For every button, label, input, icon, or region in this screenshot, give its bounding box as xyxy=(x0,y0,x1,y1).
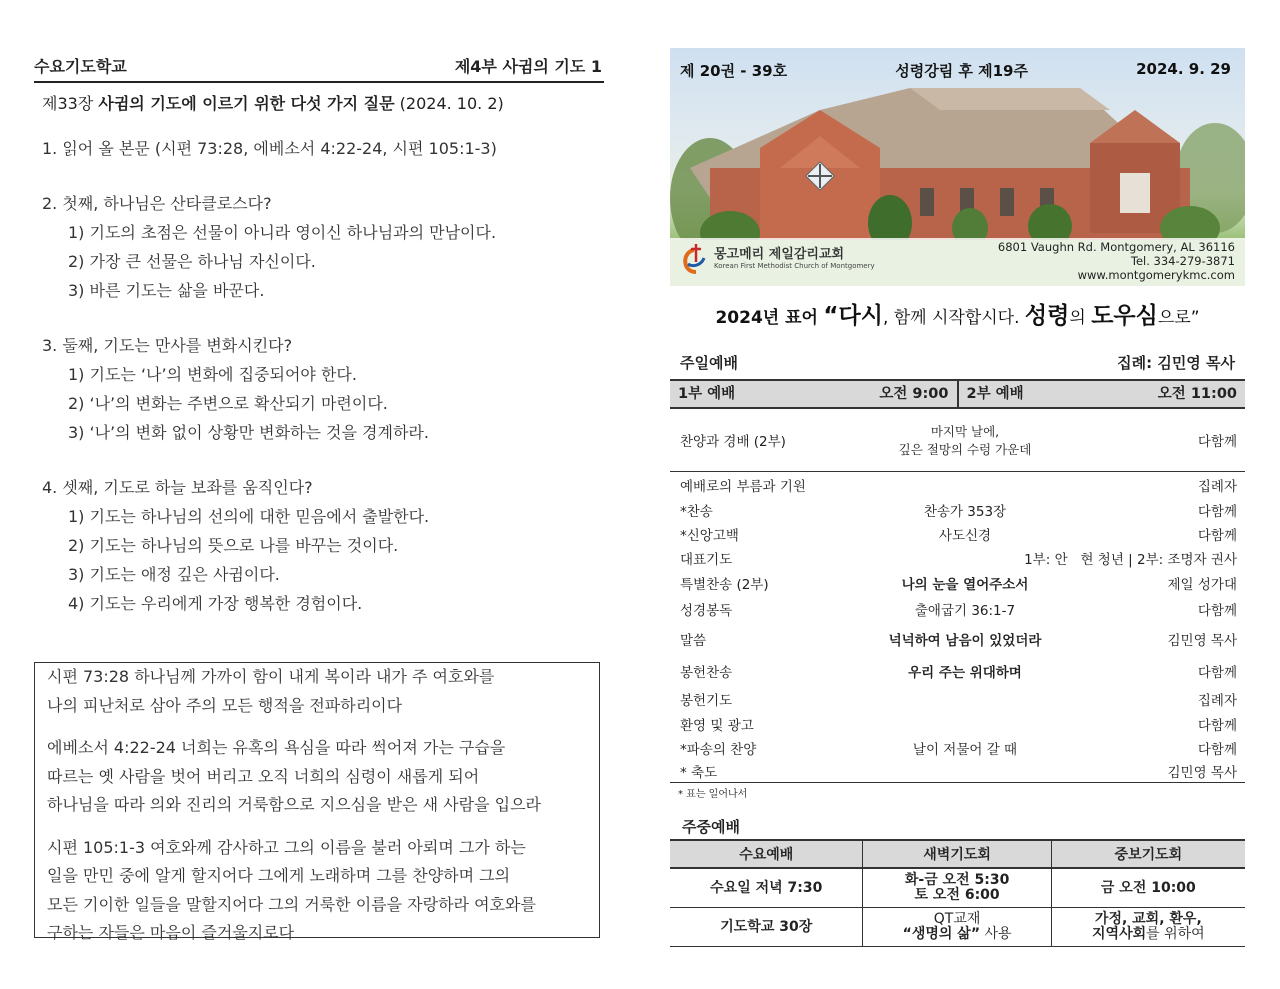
liturgical-week: 성령강림 후 제19주 xyxy=(895,62,1028,80)
section-point: 1) 기도의 초점은 선물이 아니라 영이신 하나님과의 만남이다. xyxy=(68,223,497,242)
outline-section xyxy=(42,134,604,163)
worship-content: 마지막 날에, 깊은 절망의 수렁 가운데 xyxy=(898,424,1032,457)
section-point: 2) 기도는 하나님의 뜻으로 나를 바꾸는 것이다. xyxy=(68,536,399,555)
worship-item: 말씀 xyxy=(680,633,707,649)
worship-row xyxy=(670,596,1245,622)
worship-row xyxy=(670,622,1245,656)
section-point: 2) ‘나’의 변화는 주변으로 확산되기 마련이다. xyxy=(68,394,388,413)
worship-content: 출애굽기 36:1-7 xyxy=(914,603,1016,619)
worship-row xyxy=(670,498,1245,522)
worship-row xyxy=(670,522,1245,546)
section-title: 4. 셋째, 기도로 하늘 보좌를 움직인다? xyxy=(42,478,313,497)
chapter-heading: 사귐의 기도에 이르기 위한 다섯 가지 질문 xyxy=(98,94,395,113)
verse-line: 시편 73:28 하나님께 가까이 함이 내게 복이라 내가 주 여호와를 xyxy=(47,667,495,686)
chapter-date: (2024. 10. 2) xyxy=(399,94,504,113)
worship-leader: 김민영 목사 xyxy=(1167,765,1237,781)
worship-item: 환영 및 광고 xyxy=(680,718,754,734)
chapter-title: 제33장 사귐의 기도에 이르기 위한 다섯 가지 질문 (2024. 10. 2) xyxy=(42,94,504,113)
church-website: www.montgomerykmc.com xyxy=(1077,268,1235,282)
worship-item: 특별찬송 (2부) xyxy=(680,577,769,593)
outline xyxy=(34,134,604,618)
church-banner xyxy=(670,48,1245,286)
section-point: 3) 바른 기도는 삶을 바꾼다. xyxy=(68,281,265,300)
outline-section xyxy=(42,331,604,447)
worship-item: 봉헌찬송 xyxy=(680,665,733,681)
header-part: 제4부 사귐의 기도 1 xyxy=(454,57,602,76)
worship-item: *찬송 xyxy=(680,504,713,520)
standing-note: * 표는 일어나서 xyxy=(678,789,748,800)
worship-leader: 다함께 xyxy=(1197,528,1237,544)
verse-line: 에베소서 4:22-24 너희는 유혹의 욕심을 따라 썩어져 가는 구습을 xyxy=(47,738,506,757)
worship-leader: 다함께 xyxy=(1197,434,1237,450)
church-phone: Tel. 334-279-3871 xyxy=(1130,254,1235,268)
worship-row xyxy=(670,546,1245,570)
verse-line: 시편 105:1-3 여호와께 감사하고 그의 이름을 불러 아뢰며 그가 하는 xyxy=(47,837,526,857)
order-of-worship xyxy=(670,409,1245,783)
worship-row xyxy=(670,409,1245,471)
worship-leader: 다함께 xyxy=(1197,603,1237,619)
verse-line: 구하는 자들은 마음이 즐거울지로다 xyxy=(47,923,295,942)
worship-row xyxy=(670,712,1245,736)
church-name-english: Korean First Methodist Church of Montgomery xyxy=(714,262,875,270)
worship-leader: 집례자 xyxy=(1197,479,1237,495)
worship-row xyxy=(670,570,1245,596)
section-point: 1) 기도는 하나님의 선의에 대한 믿음에서 출발한다. xyxy=(68,507,430,526)
section-point: 4) 기도는 우리에게 가장 행복한 경험이다. xyxy=(68,594,363,613)
table-cell: 수요일 저녁 7:30 xyxy=(670,868,863,908)
worship-item: *파송의 찬양 xyxy=(680,742,757,758)
worship-content: 우리 주는 위대하며 xyxy=(908,665,1022,681)
church-address: 6801 Vaughn Rd. Montgomery, AL 36116 xyxy=(997,240,1235,254)
table-cell: QT교재 “생명의 삶” 사용 xyxy=(863,908,1051,947)
worship-leader: 다함께 xyxy=(1197,504,1237,520)
worship-item: 찬양과 경배 (2부) xyxy=(680,434,786,450)
weekday-heading: 주중예배 xyxy=(682,818,740,836)
section-title: 1. 읽어 올 본문 (시편 73:28, 에베소서 4:22-24, 시편 105:1-3) xyxy=(42,139,497,158)
worship-row xyxy=(670,656,1245,686)
worship-item: 봉헌기도 xyxy=(680,693,733,709)
worship-item: * 축도 xyxy=(680,765,718,781)
worship-item: *신앙고백 xyxy=(680,528,739,544)
table-cell: 화-금 오전 5:30 토 오전 6:00 xyxy=(863,868,1051,908)
worship-row xyxy=(670,686,1245,712)
scripture-box xyxy=(34,662,600,942)
worship-item: 대표기도 xyxy=(680,552,733,568)
worship-row xyxy=(670,736,1245,760)
worship-content: 찬송가 353장 xyxy=(923,504,1007,520)
worship-leader: 다함께 xyxy=(1197,718,1237,734)
worship-row xyxy=(670,471,1245,498)
bulletin-topbar xyxy=(670,48,1245,81)
worship-leader: 다함께 xyxy=(1197,665,1237,681)
verse-line: 따르는 옛 사람을 벗어 버리고 오직 너희의 심령이 새롭게 되어 xyxy=(47,766,480,786)
table-cell: 금 오전 10:00 xyxy=(1051,868,1245,908)
worship-content: 날이 저물어 갈 때 xyxy=(912,742,1018,758)
worship-content: 사도신경 xyxy=(938,528,992,544)
service-times-bar: 1부 예배 오전 9:00 2부 예배 오전 11:00 xyxy=(670,379,1245,409)
worship-item: 성경봉독 xyxy=(680,603,733,619)
header-school: 수요기도학교 xyxy=(34,57,127,76)
left-page xyxy=(34,48,604,618)
col-intercession: 중보기도회 xyxy=(1051,840,1245,868)
church-logo-icon xyxy=(680,242,708,276)
weekday-services-table xyxy=(670,839,1245,947)
right-page xyxy=(670,48,1245,947)
church-logo xyxy=(680,242,875,276)
volume-number: 제 20권 - 39호 xyxy=(680,62,788,80)
col-dawn: 새벽기도회 xyxy=(863,840,1051,868)
outline-section xyxy=(42,189,604,305)
presider: 집례: 김민영 목사 xyxy=(1117,354,1235,372)
table-cell: 가정, 교회, 환우, 지역사회를 위하여 xyxy=(1051,908,1245,947)
worship-leader: 집례자 xyxy=(1197,693,1237,709)
worship-content: 넉넉하여 남음이 있었더라 xyxy=(888,633,1042,649)
sunday-service-heading: 주일예배 집례: 김민영 목사 xyxy=(670,352,1245,373)
left-header xyxy=(34,48,604,83)
verse-line: 하나님을 따라 의와 진리의 거룩함으로 지으심을 받은 새 사람을 입으라 xyxy=(47,795,541,814)
worship-row xyxy=(670,760,1245,782)
outline-section xyxy=(42,473,604,618)
worship-leader: 다함께 xyxy=(1197,742,1237,758)
section-point: 3) 기도는 애정 깊은 사귐이다. xyxy=(68,565,280,584)
worship-item: 예배로의 부름과 기원 xyxy=(680,479,806,495)
verse-line: 모든 기이한 일들을 말할지어다 그의 거룩한 이름을 자랑하라 여호와를 xyxy=(47,894,536,914)
worship-leader: 제일 성가대 xyxy=(1167,577,1237,593)
worship-content: 나의 눈을 열어주소서 xyxy=(901,577,1029,593)
section-title: 3. 둘째, 기도는 만사를 변화시킨다? xyxy=(42,336,293,355)
section-point: 1) 기도는 ‘나’의 변화에 집중되어야 한다. xyxy=(68,365,357,384)
section-point: 3) ‘나’의 변화 없이 상황만 변화하는 것을 경계하라. xyxy=(68,423,429,442)
bulletin-date: 2024. 9. 29 xyxy=(1136,60,1231,78)
verse-line: 일을 만민 중에 알게 할지어다 그에게 노래하며 그를 찬양하며 그의 xyxy=(47,866,511,885)
worship-leader: 김민영 목사 xyxy=(1167,633,1237,649)
year-motto: 2024년 표어 “다시, 함께 시작합시다. 성령의 도우심으로” xyxy=(715,303,1200,329)
verse-line: 나의 피난처로 삼아 주의 모든 행적을 전파하리이다 xyxy=(47,695,403,715)
table-cell: 기도학교 30장 xyxy=(670,908,863,947)
section-point: 2) 가장 큰 선물은 하나님 자신이다. xyxy=(68,252,316,271)
col-wednesday: 수요예배 xyxy=(670,840,863,868)
section-title: 2. 첫째, 하나님은 산타클로스다? xyxy=(42,194,272,213)
church-name: 몽고메리 제일감리교회 xyxy=(714,247,845,262)
worship-leader: 1부: 안 현 청년 | 2부: 조명자 권사 xyxy=(1024,552,1237,568)
church-contact xyxy=(998,240,1235,282)
